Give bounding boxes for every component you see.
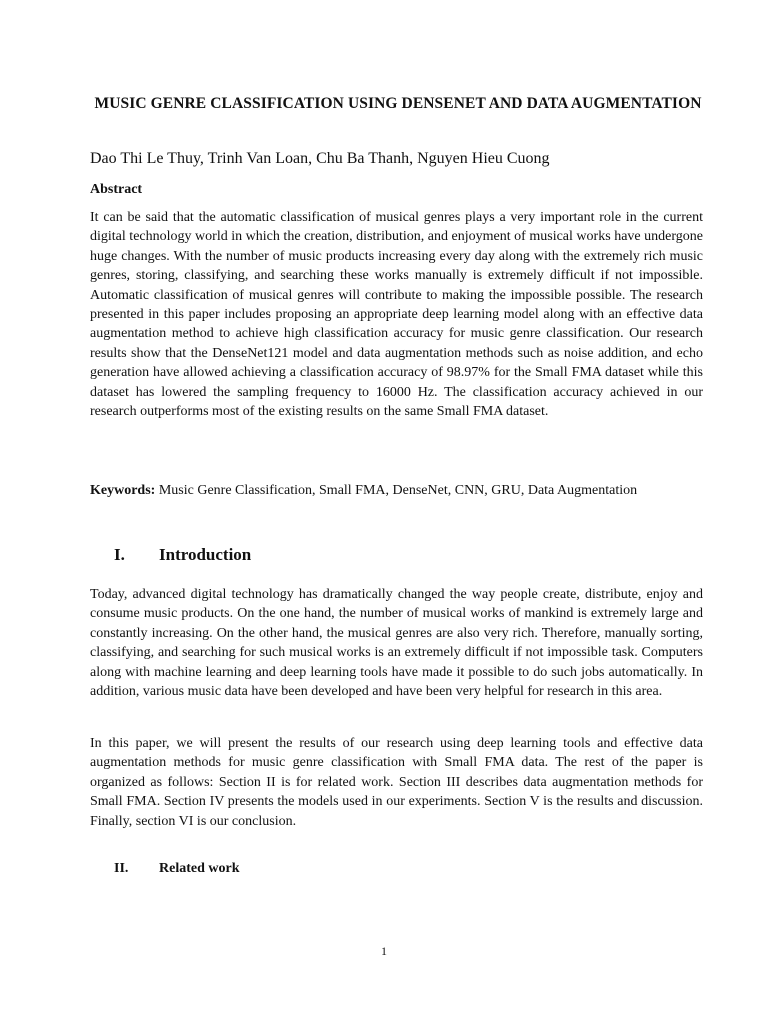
author-list: Dao Thi Le Thuy, Trinh Van Loan, Chu Ba Thanh, Nguyen Hieu Cuong [90, 150, 550, 167]
section-heading-related-work [0, 859, 768, 879]
introduction-paragraph-2: In this paper, we will present the results of our research using deep learning tools and effective data augmentation methods for music genre classification with Small FMA data. The rest of the paper is organized as follows: Section II is for related work. Section III describes data augmentation methods for Small FMA. Section IV presents the models used in our experiments. Section V is the results and discussion. Finally, section VI is our conclusion. [90, 736, 703, 829]
keywords-text: Music Genre Classification, Small FMA, DenseNet, CNN, GRU, Data Augmentation [158, 483, 638, 498]
page-number: 1 [381, 944, 387, 958]
section-title: Related work [159, 861, 240, 876]
paper-title: MUSIC GENRE CLASSIFICATION USING DENSENET AND DATA AUGMENTATION [94, 95, 702, 112]
abstract-paragraph: It can be said that the automatic classification of musical genres plays a very important role in the current digital technology world in which the creation, distribution, and enjoyment of musical works have undergone huge changes. With the number of music products increasing every day along with the extremely rich music genres, storing, classifying, and searching these works manually is extremely difficult if not impossible. Automatic classification of musical genres will contribute to making the impossible possible. The research presented in this paper includes proposing an appropriate deep learning model along with an effective data augmentation method to achieve high classification accuracy for music genre classification. Our research results show that the DenseNet121 model and data augmentation methods such as noise addition, and echo generation have allowed achieving a classification accuracy of 98.97% for the Small FMA dataset while this dataset has lowered the sampling frequency to 16000 Hz. The classification accuracy achieved in our research outperforms most of the existing results on the same Small FMA dataset. [90, 210, 703, 420]
section-number: I. [114, 545, 125, 564]
abstract-heading: Abstract [90, 182, 143, 197]
keywords-line [90, 481, 703, 501]
section-title: Introduction [159, 545, 252, 564]
section-heading-introduction [0, 542, 768, 568]
section-number: II. [114, 861, 129, 876]
introduction-paragraph-1: Today, advanced digital technology has dramatically changed the way people create, distribute, enjoy and consume music products. On the one hand, the number of musical works of mankind is extremely large and constantly increasing. On the other hand, the musical genres are also very rich. Therefore, manually sorting, classifying, and searching for such musical works is an extremely difficult if not impossible task. Computers along with machine learning and deep learning tools have made it possible to do such jobs automatically. In addition, various music data have been developed and have been very helpful for research in this area. [90, 587, 703, 700]
keywords-label: Keywords: [90, 483, 156, 498]
